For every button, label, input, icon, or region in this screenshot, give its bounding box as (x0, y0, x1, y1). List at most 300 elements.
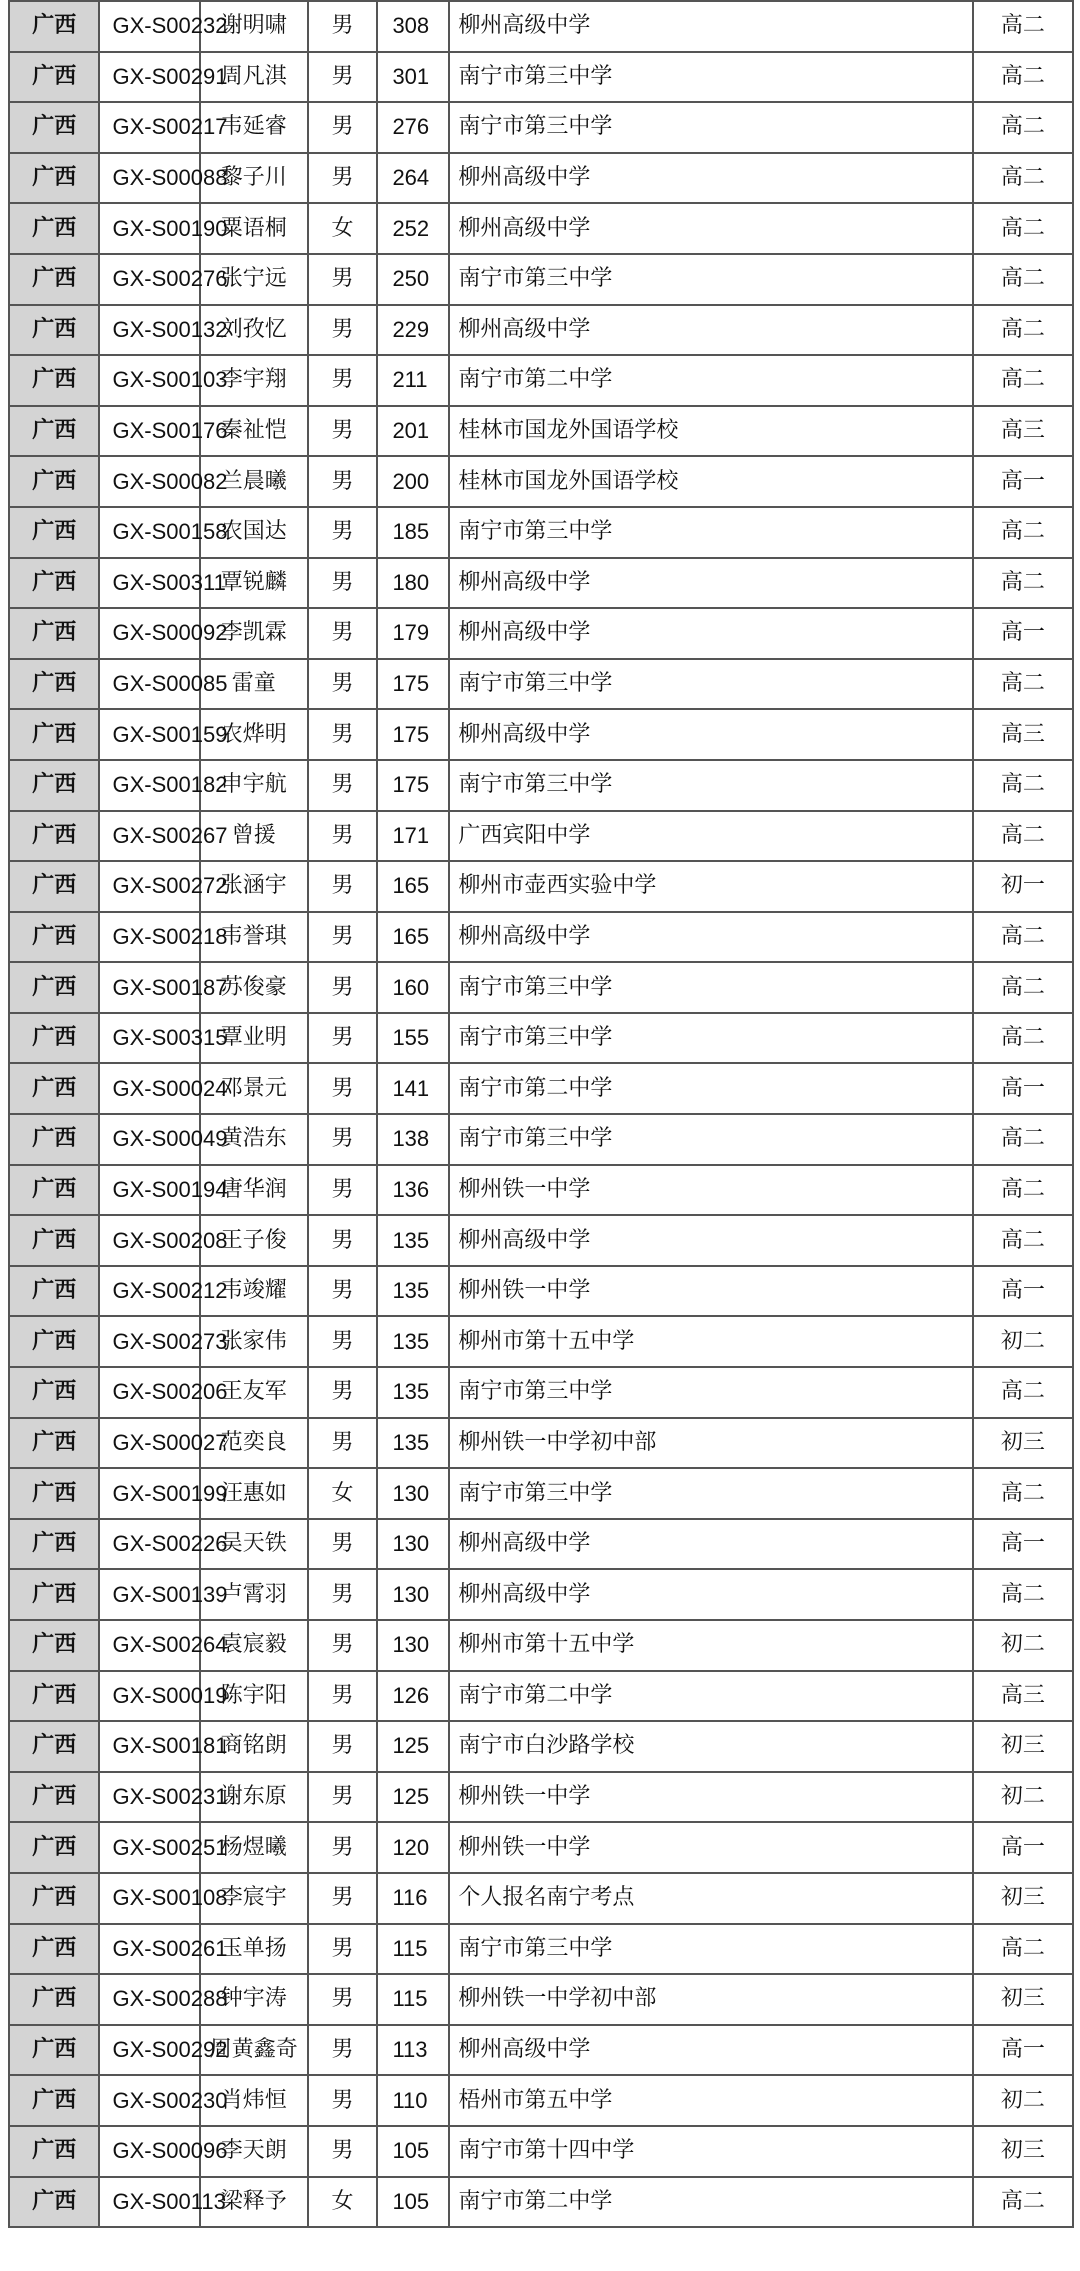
province-cell: 广西 (9, 507, 99, 558)
table-row (9, 861, 1073, 912)
gender-cell: 男 (308, 102, 378, 153)
table-row (9, 2025, 1073, 2076)
gender-cell: 男 (308, 608, 378, 659)
student-name-cell: 范奕良 (200, 1418, 308, 1469)
grade-cell: 高二 (973, 1367, 1073, 1418)
province-cell: 广西 (9, 2025, 99, 2076)
school-cell: 柳州高级中学 (449, 305, 972, 356)
table-row (9, 1316, 1073, 1367)
table-row (9, 1468, 1073, 1519)
student-id-cell: GX-S00082 (99, 456, 199, 507)
student-name-cell: 张宁远 (200, 254, 308, 305)
grade-cell: 初二 (973, 1620, 1073, 1671)
student-name-cell: 刘孜忆 (200, 305, 308, 356)
student-id-cell: GX-S00217 (99, 102, 199, 153)
gender-cell: 男 (308, 1, 378, 52)
table-body (9, 1, 1073, 2227)
school-cell: 柳州高级中学 (449, 153, 972, 204)
student-name-cell: 张家伟 (200, 1316, 308, 1367)
score-cell: 135 (377, 1266, 449, 1317)
school-cell: 南宁市第三中学 (449, 102, 972, 153)
school-cell: 柳州市第十五中学 (449, 1316, 972, 1367)
student-name-cell: 苏俊豪 (200, 962, 308, 1013)
student-id-cell: GX-S00267 (99, 811, 199, 862)
gender-cell: 女 (308, 2177, 378, 2228)
student-id-cell: GX-S00182 (99, 760, 199, 811)
student-id-cell: GX-S00291 (99, 52, 199, 103)
grade-cell: 高二 (973, 203, 1073, 254)
grade-cell: 高三 (973, 1671, 1073, 1722)
table-row (9, 912, 1073, 963)
school-cell: 南宁市第三中学 (449, 1924, 972, 1975)
grade-cell: 初二 (973, 2075, 1073, 2126)
grade-cell: 高一 (973, 456, 1073, 507)
table-row (9, 962, 1073, 1013)
student-id-cell: GX-S00176 (99, 406, 199, 457)
gender-cell: 男 (308, 558, 378, 609)
student-id-cell: GX-S00190 (99, 203, 199, 254)
gender-cell: 男 (308, 52, 378, 103)
student-name-cell: 卢霄羽 (200, 1569, 308, 1620)
gender-cell: 男 (308, 305, 378, 356)
score-cell: 130 (377, 1569, 449, 1620)
gender-cell: 男 (308, 1569, 378, 1620)
score-cell: 160 (377, 962, 449, 1013)
student-name-cell: 张涵宇 (200, 861, 308, 912)
student-id-cell: GX-S00232 (99, 1, 199, 52)
table-row (9, 608, 1073, 659)
student-name-cell: 李宇翔 (200, 355, 308, 406)
student-name-cell: 钟宇涛 (200, 1974, 308, 2025)
school-cell: 南宁市第二中学 (449, 1671, 972, 1722)
table-row (9, 2177, 1073, 2228)
gender-cell: 男 (308, 1671, 378, 1722)
table-row (9, 1620, 1073, 1671)
table-row (9, 1165, 1073, 1216)
student-id-cell: GX-S00208 (99, 1215, 199, 1266)
school-cell: 柳州铁一中学 (449, 1165, 972, 1216)
school-cell: 柳州市第十五中学 (449, 1620, 972, 1671)
grade-cell: 高二 (973, 102, 1073, 153)
school-cell: 柳州高级中学 (449, 608, 972, 659)
student-name-cell: 韦延睿 (200, 102, 308, 153)
province-cell: 广西 (9, 760, 99, 811)
school-cell: 南宁市第三中学 (449, 507, 972, 558)
school-cell: 南宁市第三中学 (449, 1114, 972, 1165)
school-cell: 柳州铁一中学初中部 (449, 1418, 972, 1469)
school-cell: 个人报名南宁考点 (449, 1873, 972, 1924)
student-name-cell: 汪惠如 (200, 1468, 308, 1519)
school-cell: 柳州高级中学 (449, 1, 972, 52)
score-cell: 130 (377, 1519, 449, 1570)
table-row (9, 1721, 1073, 1772)
gender-cell: 男 (308, 406, 378, 457)
student-name-cell: 杨煜曦 (200, 1822, 308, 1873)
table-row (9, 1063, 1073, 1114)
grade-cell: 高一 (973, 1266, 1073, 1317)
grade-cell: 初二 (973, 1316, 1073, 1367)
school-cell: 柳州高级中学 (449, 912, 972, 963)
student-name-cell: 袁宸毅 (200, 1620, 308, 1671)
province-cell: 广西 (9, 2126, 99, 2177)
gender-cell: 男 (308, 1519, 378, 1570)
score-cell: 135 (377, 1418, 449, 1469)
province-cell: 广西 (9, 305, 99, 356)
province-cell: 广西 (9, 1165, 99, 1216)
student-name-cell: 周凡淇 (200, 52, 308, 103)
table-row (9, 659, 1073, 710)
grade-cell: 高二 (973, 254, 1073, 305)
student-name-cell: 农国达 (200, 507, 308, 558)
student-id-cell: GX-S00251 (99, 1822, 199, 1873)
score-cell: 113 (377, 2025, 449, 2076)
score-cell: 229 (377, 305, 449, 356)
student-id-cell: GX-S00113 (99, 2177, 199, 2228)
grade-cell: 高一 (973, 608, 1073, 659)
gender-cell: 男 (308, 1873, 378, 1924)
school-cell: 南宁市第三中学 (449, 760, 972, 811)
school-cell: 柳州铁一中学初中部 (449, 1974, 972, 2025)
province-cell: 广西 (9, 1671, 99, 1722)
student-id-cell: GX-S00092 (99, 608, 199, 659)
gender-cell: 男 (308, 355, 378, 406)
score-cell: 105 (377, 2177, 449, 2228)
province-cell: 广西 (9, 912, 99, 963)
student-id-cell: GX-S00231 (99, 1772, 199, 1823)
student-name-cell: 梁释予 (200, 2177, 308, 2228)
school-cell: 柳州高级中学 (449, 1519, 972, 1570)
province-cell: 广西 (9, 861, 99, 912)
student-id-cell: GX-S00132 (99, 305, 199, 356)
table-row (9, 1215, 1073, 1266)
table-row (9, 1, 1073, 52)
province-cell: 广西 (9, 1418, 99, 1469)
school-cell: 柳州高级中学 (449, 203, 972, 254)
student-id-cell: GX-S00088 (99, 153, 199, 204)
table-row (9, 507, 1073, 558)
student-name-cell: 邓景元 (200, 1063, 308, 1114)
province-cell: 广西 (9, 811, 99, 862)
grade-cell: 高二 (973, 1013, 1073, 1064)
grade-cell: 高二 (973, 2177, 1073, 2228)
province-cell: 广西 (9, 1822, 99, 1873)
gender-cell: 男 (308, 912, 378, 963)
gender-cell: 男 (308, 1063, 378, 1114)
student-id-cell: GX-S00218 (99, 912, 199, 963)
gender-cell: 男 (308, 254, 378, 305)
student-name-cell: 秦祉恺 (200, 406, 308, 457)
table-row (9, 153, 1073, 204)
results-table (8, 0, 1074, 2228)
student-name-cell: 陈宇阳 (200, 1671, 308, 1722)
grade-cell: 高二 (973, 811, 1073, 862)
province-cell: 广西 (9, 1519, 99, 1570)
score-cell: 301 (377, 52, 449, 103)
score-cell: 110 (377, 2075, 449, 2126)
table-row (9, 760, 1073, 811)
student-id-cell: GX-S00103 (99, 355, 199, 406)
student-id-cell: GX-S00108 (99, 1873, 199, 1924)
student-id-cell: GX-S00273 (99, 1316, 199, 1367)
score-cell: 135 (377, 1367, 449, 1418)
school-cell: 梧州市第五中学 (449, 2075, 972, 2126)
student-name-cell: 兰晨曦 (200, 456, 308, 507)
score-cell: 136 (377, 1165, 449, 1216)
gender-cell: 男 (308, 1013, 378, 1064)
gender-cell: 男 (308, 2025, 378, 2076)
school-cell: 柳州铁一中学 (449, 1822, 972, 1873)
province-cell: 广西 (9, 1468, 99, 1519)
grade-cell: 高一 (973, 1519, 1073, 1570)
school-cell: 柳州高级中学 (449, 2025, 972, 2076)
student-id-cell: GX-S00049 (99, 1114, 199, 1165)
table-row (9, 1013, 1073, 1064)
school-cell: 柳州高级中学 (449, 558, 972, 609)
table-row (9, 1772, 1073, 1823)
student-id-cell: GX-S00206 (99, 1367, 199, 1418)
school-cell: 广西宾阳中学 (449, 811, 972, 862)
province-cell: 广西 (9, 1013, 99, 1064)
gender-cell: 男 (308, 1316, 378, 1367)
province-cell: 广西 (9, 709, 99, 760)
province-cell: 广西 (9, 608, 99, 659)
score-cell: 115 (377, 1974, 449, 2025)
gender-cell: 男 (308, 507, 378, 558)
grade-cell: 高二 (973, 558, 1073, 609)
school-cell: 柳州高级中学 (449, 1215, 972, 1266)
student-name-cell: 李凯霖 (200, 608, 308, 659)
table-row (9, 1519, 1073, 1570)
student-name-cell: 黎子川 (200, 153, 308, 204)
student-name-cell: 谢东原 (200, 1772, 308, 1823)
grade-cell: 高一 (973, 1063, 1073, 1114)
student-name-cell: 李宸宇 (200, 1873, 308, 1924)
school-cell: 柳州高级中学 (449, 1569, 972, 1620)
province-cell: 广西 (9, 456, 99, 507)
grade-cell: 初三 (973, 1418, 1073, 1469)
score-cell: 130 (377, 1468, 449, 1519)
score-cell: 276 (377, 102, 449, 153)
table-row (9, 355, 1073, 406)
province-cell: 广西 (9, 1772, 99, 1823)
student-id-cell: GX-S00230 (99, 2075, 199, 2126)
province-cell: 广西 (9, 1, 99, 52)
gender-cell: 男 (308, 1367, 378, 1418)
school-cell: 柳州铁一中学 (449, 1772, 972, 1823)
score-cell: 141 (377, 1063, 449, 1114)
student-id-cell: GX-S00226 (99, 1519, 199, 1570)
grade-cell: 高二 (973, 1, 1073, 52)
score-cell: 165 (377, 912, 449, 963)
province-cell: 广西 (9, 203, 99, 254)
grade-cell: 初三 (973, 1974, 1073, 2025)
gender-cell: 男 (308, 2126, 378, 2177)
table-row (9, 254, 1073, 305)
gender-cell: 男 (308, 760, 378, 811)
score-cell: 175 (377, 709, 449, 760)
student-id-cell: GX-S00276 (99, 254, 199, 305)
gender-cell: 女 (308, 203, 378, 254)
school-cell: 南宁市第三中学 (449, 1468, 972, 1519)
student-name-cell: 李天朗 (200, 2126, 308, 2177)
province-cell: 广西 (9, 659, 99, 710)
score-cell: 120 (377, 1822, 449, 1873)
grade-cell: 高二 (973, 1924, 1073, 1975)
table-row (9, 2075, 1073, 2126)
score-cell: 135 (377, 1316, 449, 1367)
score-cell: 175 (377, 760, 449, 811)
gender-cell: 男 (308, 1266, 378, 1317)
province-cell: 广西 (9, 1620, 99, 1671)
gender-cell: 男 (308, 1114, 378, 1165)
table-row (9, 1671, 1073, 1722)
table-row (9, 1418, 1073, 1469)
student-name-cell: 周黄鑫奇 (200, 2025, 308, 2076)
school-cell: 柳州市壶西实验中学 (449, 861, 972, 912)
score-cell: 211 (377, 355, 449, 406)
score-cell: 250 (377, 254, 449, 305)
gender-cell: 男 (308, 456, 378, 507)
table-row (9, 1367, 1073, 1418)
grade-cell: 初二 (973, 1772, 1073, 1823)
province-cell: 广西 (9, 102, 99, 153)
province-cell: 广西 (9, 52, 99, 103)
student-id-cell: GX-S00212 (99, 1266, 199, 1317)
score-cell: 200 (377, 456, 449, 507)
score-cell: 264 (377, 153, 449, 204)
gender-cell: 女 (308, 1468, 378, 1519)
table-row (9, 102, 1073, 153)
gender-cell: 男 (308, 153, 378, 204)
student-name-cell: 王友军 (200, 1367, 308, 1418)
grade-cell: 高二 (973, 153, 1073, 204)
student-name-cell: 申宇航 (200, 760, 308, 811)
gender-cell: 男 (308, 659, 378, 710)
score-cell: 180 (377, 558, 449, 609)
school-cell: 南宁市第三中学 (449, 659, 972, 710)
gender-cell: 男 (308, 1418, 378, 1469)
score-cell: 115 (377, 1924, 449, 1975)
student-name-cell: 谢明啸 (200, 1, 308, 52)
province-cell: 广西 (9, 1063, 99, 1114)
student-id-cell: GX-S00024 (99, 1063, 199, 1114)
province-cell: 广西 (9, 1924, 99, 1975)
table-row (9, 1822, 1073, 1873)
student-id-cell: GX-S00272 (99, 861, 199, 912)
score-cell: 171 (377, 811, 449, 862)
province-cell: 广西 (9, 2177, 99, 2228)
score-cell: 175 (377, 659, 449, 710)
grade-cell: 高二 (973, 760, 1073, 811)
student-name-cell: 商铭朗 (200, 1721, 308, 1772)
score-cell: 116 (377, 1873, 449, 1924)
school-cell: 南宁市第三中学 (449, 254, 972, 305)
student-id-cell: GX-S00139 (99, 1569, 199, 1620)
grade-cell: 高二 (973, 912, 1073, 963)
student-name-cell: 覃业明 (200, 1013, 308, 1064)
province-cell: 广西 (9, 1367, 99, 1418)
student-name-cell: 黄浩东 (200, 1114, 308, 1165)
score-cell: 135 (377, 1215, 449, 1266)
gender-cell: 男 (308, 861, 378, 912)
gender-cell: 男 (308, 1215, 378, 1266)
table-row (9, 456, 1073, 507)
student-name-cell: 韦竣耀 (200, 1266, 308, 1317)
student-id-cell: GX-S00199 (99, 1468, 199, 1519)
table-row (9, 709, 1073, 760)
student-id-cell: GX-S00264 (99, 1620, 199, 1671)
gender-cell: 男 (308, 1822, 378, 1873)
score-cell: 179 (377, 608, 449, 659)
gender-cell: 男 (308, 2075, 378, 2126)
table-row (9, 2126, 1073, 2177)
student-name-cell: 唐华润 (200, 1165, 308, 1216)
student-id-cell: GX-S00311 (99, 558, 199, 609)
school-cell: 南宁市第二中学 (449, 1063, 972, 1114)
grade-cell: 高二 (973, 1215, 1073, 1266)
table-row (9, 1974, 1073, 2025)
table-row (9, 203, 1073, 254)
student-name-cell: 肖炜恒 (200, 2075, 308, 2126)
student-name-cell: 吴天铁 (200, 1519, 308, 1570)
grade-cell: 高二 (973, 305, 1073, 356)
table-row (9, 1569, 1073, 1620)
grade-cell: 高一 (973, 2025, 1073, 2076)
student-name-cell: 王子俊 (200, 1215, 308, 1266)
student-id-cell: GX-S00027 (99, 1418, 199, 1469)
grade-cell: 初一 (973, 861, 1073, 912)
table-row (9, 1266, 1073, 1317)
table-row (9, 305, 1073, 356)
gender-cell: 男 (308, 1620, 378, 1671)
province-cell: 广西 (9, 254, 99, 305)
student-id-cell: GX-S00261 (99, 1924, 199, 1975)
province-cell: 广西 (9, 1974, 99, 2025)
student-name-cell: 韦誉琪 (200, 912, 308, 963)
province-cell: 广西 (9, 962, 99, 1013)
school-cell: 南宁市第三中学 (449, 962, 972, 1013)
gender-cell: 男 (308, 1721, 378, 1772)
table-row (9, 406, 1073, 457)
student-id-cell: GX-S00159 (99, 709, 199, 760)
score-cell: 201 (377, 406, 449, 457)
student-name-cell: 雷童 (200, 659, 308, 710)
student-id-cell: GX-S00288 (99, 1974, 199, 2025)
gender-cell: 男 (308, 1165, 378, 1216)
school-cell: 南宁市白沙路学校 (449, 1721, 972, 1772)
grade-cell: 高二 (973, 355, 1073, 406)
student-id-cell: GX-S00315 (99, 1013, 199, 1064)
score-cell: 138 (377, 1114, 449, 1165)
score-cell: 308 (377, 1, 449, 52)
province-cell: 广西 (9, 1316, 99, 1367)
grade-cell: 高三 (973, 709, 1073, 760)
grade-cell: 高一 (973, 1822, 1073, 1873)
grade-cell: 初三 (973, 1721, 1073, 1772)
table-row (9, 52, 1073, 103)
score-cell: 155 (377, 1013, 449, 1064)
score-cell: 125 (377, 1721, 449, 1772)
grade-cell: 初三 (973, 2126, 1073, 2177)
student-id-cell: GX-S00019 (99, 1671, 199, 1722)
school-cell: 桂林市国龙外国语学校 (449, 456, 972, 507)
student-id-cell: GX-S00194 (99, 1165, 199, 1216)
province-cell: 广西 (9, 1266, 99, 1317)
school-cell: 南宁市第三中学 (449, 1367, 972, 1418)
school-cell: 南宁市第十四中学 (449, 2126, 972, 2177)
grade-cell: 高二 (973, 507, 1073, 558)
table-row (9, 558, 1073, 609)
